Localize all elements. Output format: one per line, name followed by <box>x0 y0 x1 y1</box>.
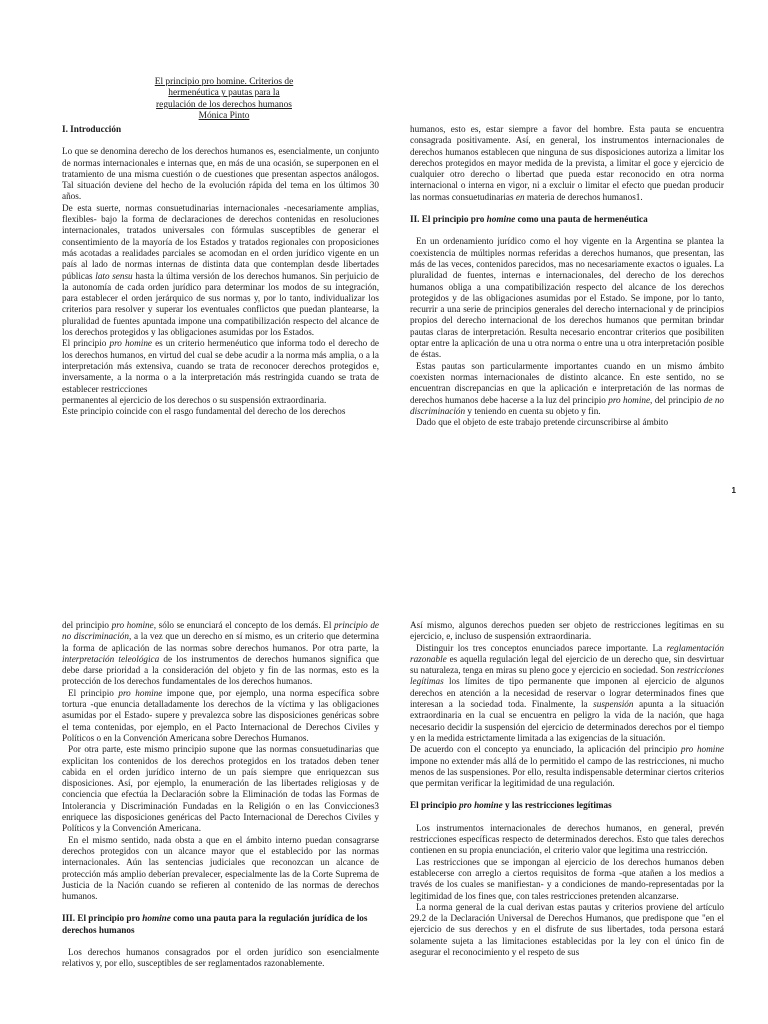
title-line-1: El principio pro homine. Criterios de <box>154 77 294 87</box>
paragraph: La norma general de la cual derivan estas pautas y criterios proviene del artículo 29.2 de la Declaración Universal de Derechos Humanos, que predispone que "en el ejercicio de sus derechos y en el disfrute de sus libertades, toda persona estará solamente sujeta a las limitaciones establecidas por la ley con el único fin de asegurar el reconocimiento y el respeto de sus <box>410 901 724 958</box>
paragraph: El principio pro homine es un criterio hermenéutico que informa todo el derecho de los derechos humanos, en virtud del cual se debe acudir a la norma más amplia, o a la interpretación más extensiva, cuando se trata de reconocer derechos protegidos e, inversamente, a la norma o a la interpretación más restringida cuando se trata de establecer restricciones <box>62 338 380 394</box>
paragraph: En el mismo sentido, nada obsta a que en el ámbito interno puedan consagrarse derechos protegidos con un alcance mayor que el establecido por las normas internacionales. Aún las sentencias judiciales que reconozcan un alcance de protección más amplio deberían prevalecer, especialmente las de la Corte Suprema de Justicia de la Nación cuando se refieren al contenido de las normas de derechos humanos. <box>62 834 379 902</box>
paragraph: Estas pautas son particularmente importantes cuando en un mismo ámbito coexisten normas internacionales de distinto alcance. En este sentido, no se encuentran discrepancias en que la aplicación e interpretación de las normas de derechos humanos debe hacerse a la luz del principio pro homine, del principio de no discriminación y teniendo en cuenta su objeto y fin. <box>410 360 725 416</box>
paragraph: Así mismo, algunos derechos pueden ser objeto de restricciones legítimas en su ejercicio, e, incluso de suspensión extraordinaria. <box>410 620 724 642</box>
page1-left-column <box>62 124 379 417</box>
document-title <box>140 77 308 123</box>
paragraph: Este principio coincide con el rasgo fundamental del derecho de los derechos <box>62 406 346 417</box>
paragraph: De esta suerte, normas consuetudinarias internacionales -necesariamente amplias, flexibles- bajo la forma de declaraciones de derechos contenidas en resoluciones internacionales, tratados universales con fórmulas susceptibles de generar el consentimiento de la mayoría de los Estados y tratados regionales con proposiciones más acotadas a realidades parciales se acomodan en el orden jurídico vigente en un país al lado de normas internas de distinta data que contemplan desde libertades públicas lato sensu hasta la última versión de los derechos humanos. Sin perjuicio de la autonomía de cada orden jurídico para determinar los modos de su integración, para establecer el orden jerárquico de sus normas y, por lo tanto, individualizar los criterios para resolver y superar los eventuales conflictos que puedan plantearse, la pluralidad de fuentes apuntada impone una compatibilización respecto del alcance de los derechos protegidos y las obligaciones asumidas por los Estados. <box>62 202 379 338</box>
title-line-3: regulación de los derechos humanos <box>156 99 292 110</box>
paragraph: permanentes al ejercicio de los derechos o su suspensión extraordinaria. <box>62 394 327 405</box>
section-heading-regulacion: III. El principio pro homine como una pauta para la regulación jurídica de los derechos humanos <box>62 913 368 935</box>
paragraph: del principio pro homine, sólo se enunciará el concepto de los demás. El principio de no discriminación, a la vez que un derecho en sí mismo, es un criterio que determina la forma de aplicación de las normas sobre derechos humanos. Por otra parte, la interpretación teleológica de los instrumentos de derechos humanos significa que debe darse prioridad a la consideración del objeto y fin de las normas, esto es la protección de los derechos fundamentales de los derechos humanos. <box>62 620 380 687</box>
title-line-2: hermenéutica y pautas para la <box>168 88 280 99</box>
page2-right-column <box>410 620 724 958</box>
section-heading-hermeneutica: II. El principio pro homine como una pauta de hermenéutica <box>410 214 648 225</box>
section-heading-introduccion: I. Introducción <box>62 124 122 134</box>
paragraph: Por otra parte, este mismo principio supone que las normas consuetudinarias que explicitan los contenidos de los derechos protegidos en los tratados deben tener cabida en el orden jurídico interno de un país siempre que enriquezcan sus disposiciones. Así, por ejemplo, la enumeración de las libertades religiosas y de conciencia que efectúa la Declaración sobre la Eliminación de todas las Formas de Intolerancia y Discriminación Fundadas en la Religión o en las Convicciones3 enriquece las disposiciones genéricas del Pacto Internacional de Derechos Civiles y Políticos y la Convención Americana. <box>62 744 379 834</box>
paragraph: Los derechos humanos consagrados por el orden jurídico son esencialmente relativos y, por ello, susceptibles de ser reglamentados razonablemente. <box>62 947 379 969</box>
author-name: Mónica Pinto <box>198 111 250 122</box>
section-heading-restricciones: El principio pro homine y las restricciones legítimas <box>410 800 612 811</box>
page-number: 1 <box>731 486 736 495</box>
paragraph: El principio pro homine impone que, por ejemplo, una norma específica sobre tortura -que enuncia detalladamente los derechos de la víctima y las obligaciones asumidas por el Estado- supere y prevalezca sobre las disposiciones genéricas sobre el tema contenidas, por ejemplo, en el Pacto Internacional de Derechos Civiles y Políticos o en la Convención Americana sobre Derechos Humanos. <box>62 687 380 743</box>
paragraph: humanos, esto es, estar siempre a favor del hombre. Esta pauta se encuentra consagrada positivamente. Así, en general, los instrumentos internacionales de derechos humanos establecen que ninguna de sus disposiciones autoriza a limitar los derechos protegidos en mayor medida de la prevista, a limitar el goce y ejercicio de cualquier otro derecho o libertad que pueda estar reconocido en otra norma internacional o interna en vigor, ni a excluir o limitar el efecto que puedan producir las normas consuetudinarias en materia de derechos humanos1. <box>410 124 724 202</box>
paragraph: Los instrumentos internacionales de derechos humanos, en general, prevén restricciones específicas respecto de determinados derechos. Esto que tales derechos contienen en su propia enunciación, el criterio valor que legitima una restricción. <box>410 822 724 856</box>
paragraph: En un ordenamiento jurídico como el hoy vigente en la Argentina se plantea la coexistencia de múltiples normas referidas a derechos humanos, que presentan, las más de las veces, contenidos parecidos, mas no necesariamente exactos o iguales. La pluralidad de fuentes, internas e internacionales, del derecho de los derechos humanos obliga a una compatibilización respecto del alcance de los derechos protegidos y de las obligaciones asumidas por el Estado. Se impone, por lo tanto, recurrir a una serie de principios generales del derecho internacional y de principios propios del derecho internacional de los derechos humanos que permitan brindar pautas claras de interpretación. Resulta necesario encontrar criterios que posibiliten optar entre la aplicación de una u otra norma o entre una u otra interpretación posible de éstas. <box>410 236 724 360</box>
paragraph: Dado que el objeto de este trabajo pretende circunscribirse al ámbito <box>416 417 669 428</box>
paragraph: Distinguir los tres conceptos enunciados parece importante. La reglamentación razonable es aquella regulación legal del ejercicio de un derecho que, sin desvirtuar su naturaleza, tenga en miras su pleno goce y ejercicio en sociedad. Son restricciones legítimas los límites de tipo permanente que imponen al ejercicio de algunos derechos en atención a la necesidad de reservar o lograr determinados fines que interesan a la sociedad toda. Finalmente, la suspensión apunta a la situación extraordinaria en la cual se encuentra en peligro la vida de la nación, que haga necesario decidir la suspensión del ejercicio de determinados derechos por el tiempo y en la medida estrictamente limitada a las exigencias de la situación. <box>410 642 725 743</box>
paragraph: Las restricciones que se impongan al ejercicio de los derechos humanos deben establecerse con arreglo a ciertos requisitos de forma -que atañen a los medios a través de los cuales se manifiestan- y a condiciones de mando-representadas por la legitimidad de los fines que, con tales restricciones pretenden alcanzarse. <box>410 856 724 901</box>
paragraph: Lo que se denomina derecho de los derechos humanos es, esencialmente, un conjunto de normas internacionales e internas que, en más de una ocasión, se superponen en el tratamiento de una misma cuestión o de cuestiones que presentan aspectos análogos. Tal situación deviene del hecho de la evolución rápida del tema en los últimos 30 años. <box>62 146 379 202</box>
page1-right-column <box>410 124 724 428</box>
page2-left-column <box>62 620 379 970</box>
paragraph: De acuerdo con el concepto ya enunciado, la aplicación del principio pro homine impone no extender más allá de lo permitido el campo de las restricciones, ni mucho menos de las suspensiones. Por ello, resulta indispensable determinar ciertos criterios que permitan verificar la legitimidad de una regulación. <box>410 744 725 789</box>
